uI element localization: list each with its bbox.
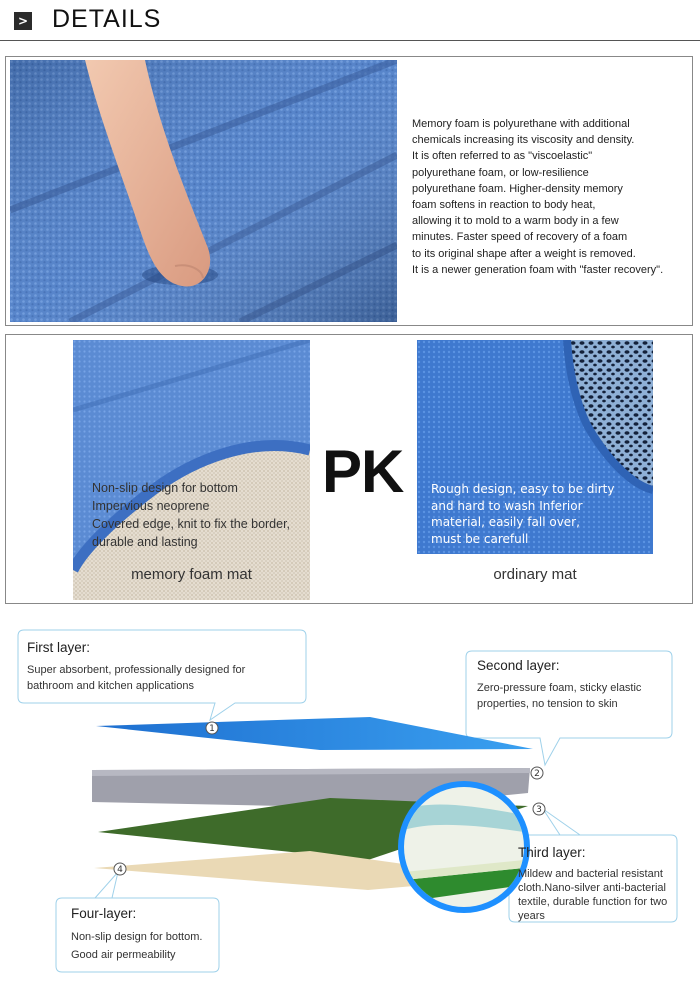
first-layer-title: First layer: xyxy=(27,640,91,655)
fourth-layer-callout xyxy=(71,906,221,964)
marker-1: 1 xyxy=(209,724,215,734)
second-layer-title: Second layer: xyxy=(477,658,560,673)
third-layer-text: Mildew and bacterial resistant cloth.Nano-silver anti-bacterial textile, durable function for two years xyxy=(518,868,668,922)
memory-mat-caption: memory foam mat xyxy=(131,566,252,583)
second-layer-text: Zero-pressure foam, sticky elastic properties, no tension to skin xyxy=(477,682,642,710)
fourth-layer-pointer xyxy=(95,872,118,898)
fourth-layer-text: Non-slip design for bottom. Good air permeability xyxy=(71,931,203,961)
third-layer-pointer xyxy=(543,809,580,835)
memory-mat-features: Non-slip design for bottom Impervious neoprene Covered edge, knit to fix the border, durable and lasting xyxy=(92,481,291,549)
marker-4: 4 xyxy=(117,865,123,875)
third-layer-title: Third layer: xyxy=(518,845,586,860)
ordinary-mat-caption: ordinary mat xyxy=(493,566,577,583)
memory-foam-description: Memory foam is polyurethane with additional chemicals increasing its viscosity and density. It is often referred to as "viscoelastic" polyurethane foam, or low-resilience polyurethane foam. Higher-density memory foam softens in reaction to body heat, allowing it to mold to a warm body in a few minutes. Faster speed of recovery of a foam to its original shape after a weight is removed. It is a newer generation foam with "faster recovery". xyxy=(412,118,664,276)
first-layer-callout xyxy=(27,640,292,694)
first-layer-text: Super absorbent, professionally designed for bathroom and kitchen applications xyxy=(27,664,246,692)
memory-foam-mat-photo xyxy=(73,340,310,600)
ordinary-mat-features: Rough design, easy to be dirty and hard to wash Inferior material, easily fall over, must be carefull xyxy=(431,482,615,546)
chevron-right-icon: > xyxy=(14,12,32,30)
header-divider xyxy=(0,40,700,41)
page-title: DETAILS xyxy=(52,5,162,33)
second-layer-callout xyxy=(477,658,662,712)
fourth-layer-title: Four-layer: xyxy=(71,906,137,921)
zoom-detail xyxy=(404,787,524,907)
third-layer-callout xyxy=(518,845,678,923)
versus-label: PK xyxy=(322,438,404,505)
marker-3: 3 xyxy=(536,805,542,815)
finger-pressing-foam-photo xyxy=(10,60,397,322)
marker-2: 2 xyxy=(534,769,540,779)
